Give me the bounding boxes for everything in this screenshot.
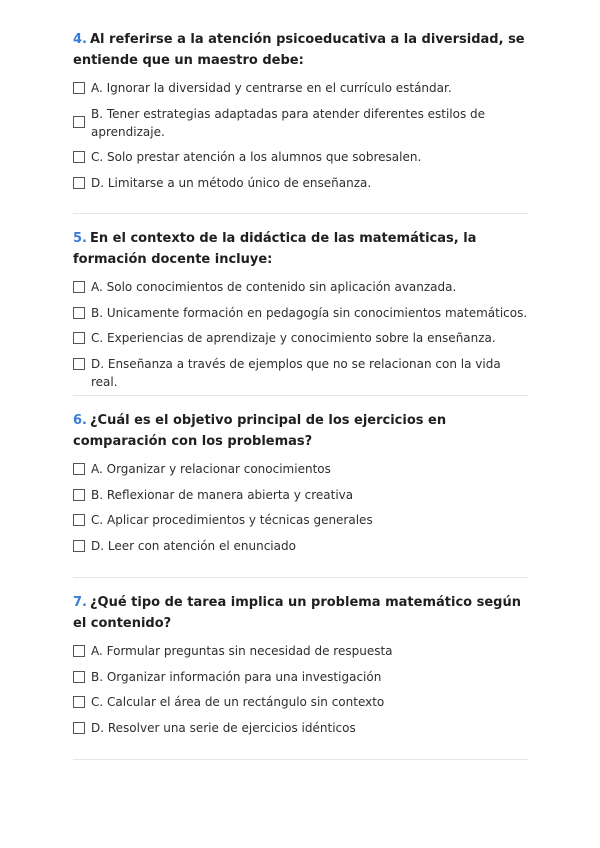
checkbox-icon[interactable] (73, 463, 85, 475)
option-label: D. Limitarse a un método único de enseñanza. (91, 175, 372, 190)
checkbox-icon[interactable] (73, 307, 85, 319)
checkbox-icon[interactable] (73, 671, 85, 683)
answer-option[interactable] (73, 668, 528, 686)
option-label: A. Organizar y relacionar conocimientos (91, 462, 331, 476)
question-4 (73, 29, 528, 199)
question-text: 6. ¿Cuál es el objetivo principal de los ejercicios en comparación con los problemas? (73, 413, 447, 449)
answer-option[interactable] (73, 693, 528, 711)
option-label: C. Experiencias de aprendizaje y conocimiento sobre la enseñanza. (91, 331, 496, 346)
question-number: 5. (73, 231, 87, 246)
checkbox-icon[interactable] (73, 116, 85, 128)
answer-option[interactable] (73, 537, 528, 555)
option-label: C. Calcular el área de un rectángulo sin contexto (91, 695, 385, 710)
option-label: A. Ignorar la diversidad y centrarse en el currículo estándar. (91, 81, 452, 95)
question-text: 4. Al referirse a la atención psicoeducativa a la diversidad, se entiende que un maestro debe: (73, 32, 525, 68)
option-label: D. Resolver una serie de ejercicios idénticos (91, 720, 356, 735)
question-number: 4. (73, 32, 87, 47)
checkbox-icon[interactable] (73, 645, 85, 657)
answer-option[interactable] (73, 304, 528, 322)
option-label: C. Solo prestar atención a los alumnos que sobresalen. (91, 150, 422, 165)
checkbox-icon[interactable] (73, 696, 85, 708)
checkbox-icon[interactable] (73, 722, 85, 734)
option-label: B. Tener estrategias adaptadas para atender diferentes estilos de aprendizaje. (91, 106, 486, 139)
answer-option[interactable] (73, 105, 528, 141)
answer-option[interactable] (73, 148, 528, 166)
answer-option[interactable] (73, 355, 528, 391)
answer-option[interactable] (73, 174, 528, 192)
checkbox-icon[interactable] (73, 540, 85, 552)
checkbox-icon[interactable] (73, 489, 85, 501)
checkbox-icon[interactable] (73, 151, 85, 163)
question-6 (73, 410, 528, 562)
option-label: A. Solo conocimientos de contenido sin aplicación avanzada. (91, 280, 457, 294)
answer-option[interactable] (73, 642, 528, 660)
checkbox-icon[interactable] (73, 514, 85, 526)
checkbox-icon[interactable] (73, 332, 85, 344)
option-label: B. Reflexionar de manera abierta y creativa (91, 487, 354, 502)
option-label: D. Enseñanza a través de ejemplos que no se relacionan con la vida real. (91, 356, 501, 389)
answer-option[interactable] (73, 719, 528, 737)
question-7 (73, 592, 528, 744)
divider (73, 395, 528, 396)
answer-option[interactable] (73, 79, 528, 97)
answer-option[interactable] (73, 278, 528, 296)
option-label: A. Formular preguntas sin necesidad de respuesta (91, 644, 393, 658)
answer-option[interactable] (73, 486, 528, 504)
option-label: B. Organizar información para una investigación (91, 669, 382, 684)
option-label: B. Unicamente formación en pedagogía sin conocimientos matemáticos. (91, 305, 528, 320)
answer-option[interactable] (73, 460, 528, 478)
question-number: 7. (73, 595, 87, 610)
checkbox-icon[interactable] (73, 177, 85, 189)
question-5 (73, 228, 528, 398)
answer-option[interactable] (73, 329, 528, 347)
option-label: D. Leer con atención el enunciado (91, 538, 296, 553)
option-label: C. Aplicar procedimientos y técnicas generales (91, 513, 373, 528)
checkbox-icon[interactable] (73, 358, 85, 370)
checkbox-icon[interactable] (73, 281, 85, 293)
divider (73, 213, 528, 214)
question-text: 5. En el contexto de la didáctica de las matemáticas, la formación docente incluye: (73, 231, 477, 267)
answer-option[interactable] (73, 511, 528, 529)
divider (73, 577, 528, 578)
question-text: 7. ¿Qué tipo de tarea implica un problema matemático según el contenido? (73, 595, 521, 631)
divider (73, 759, 528, 760)
checkbox-icon[interactable] (73, 82, 85, 94)
question-number: 6. (73, 413, 87, 428)
